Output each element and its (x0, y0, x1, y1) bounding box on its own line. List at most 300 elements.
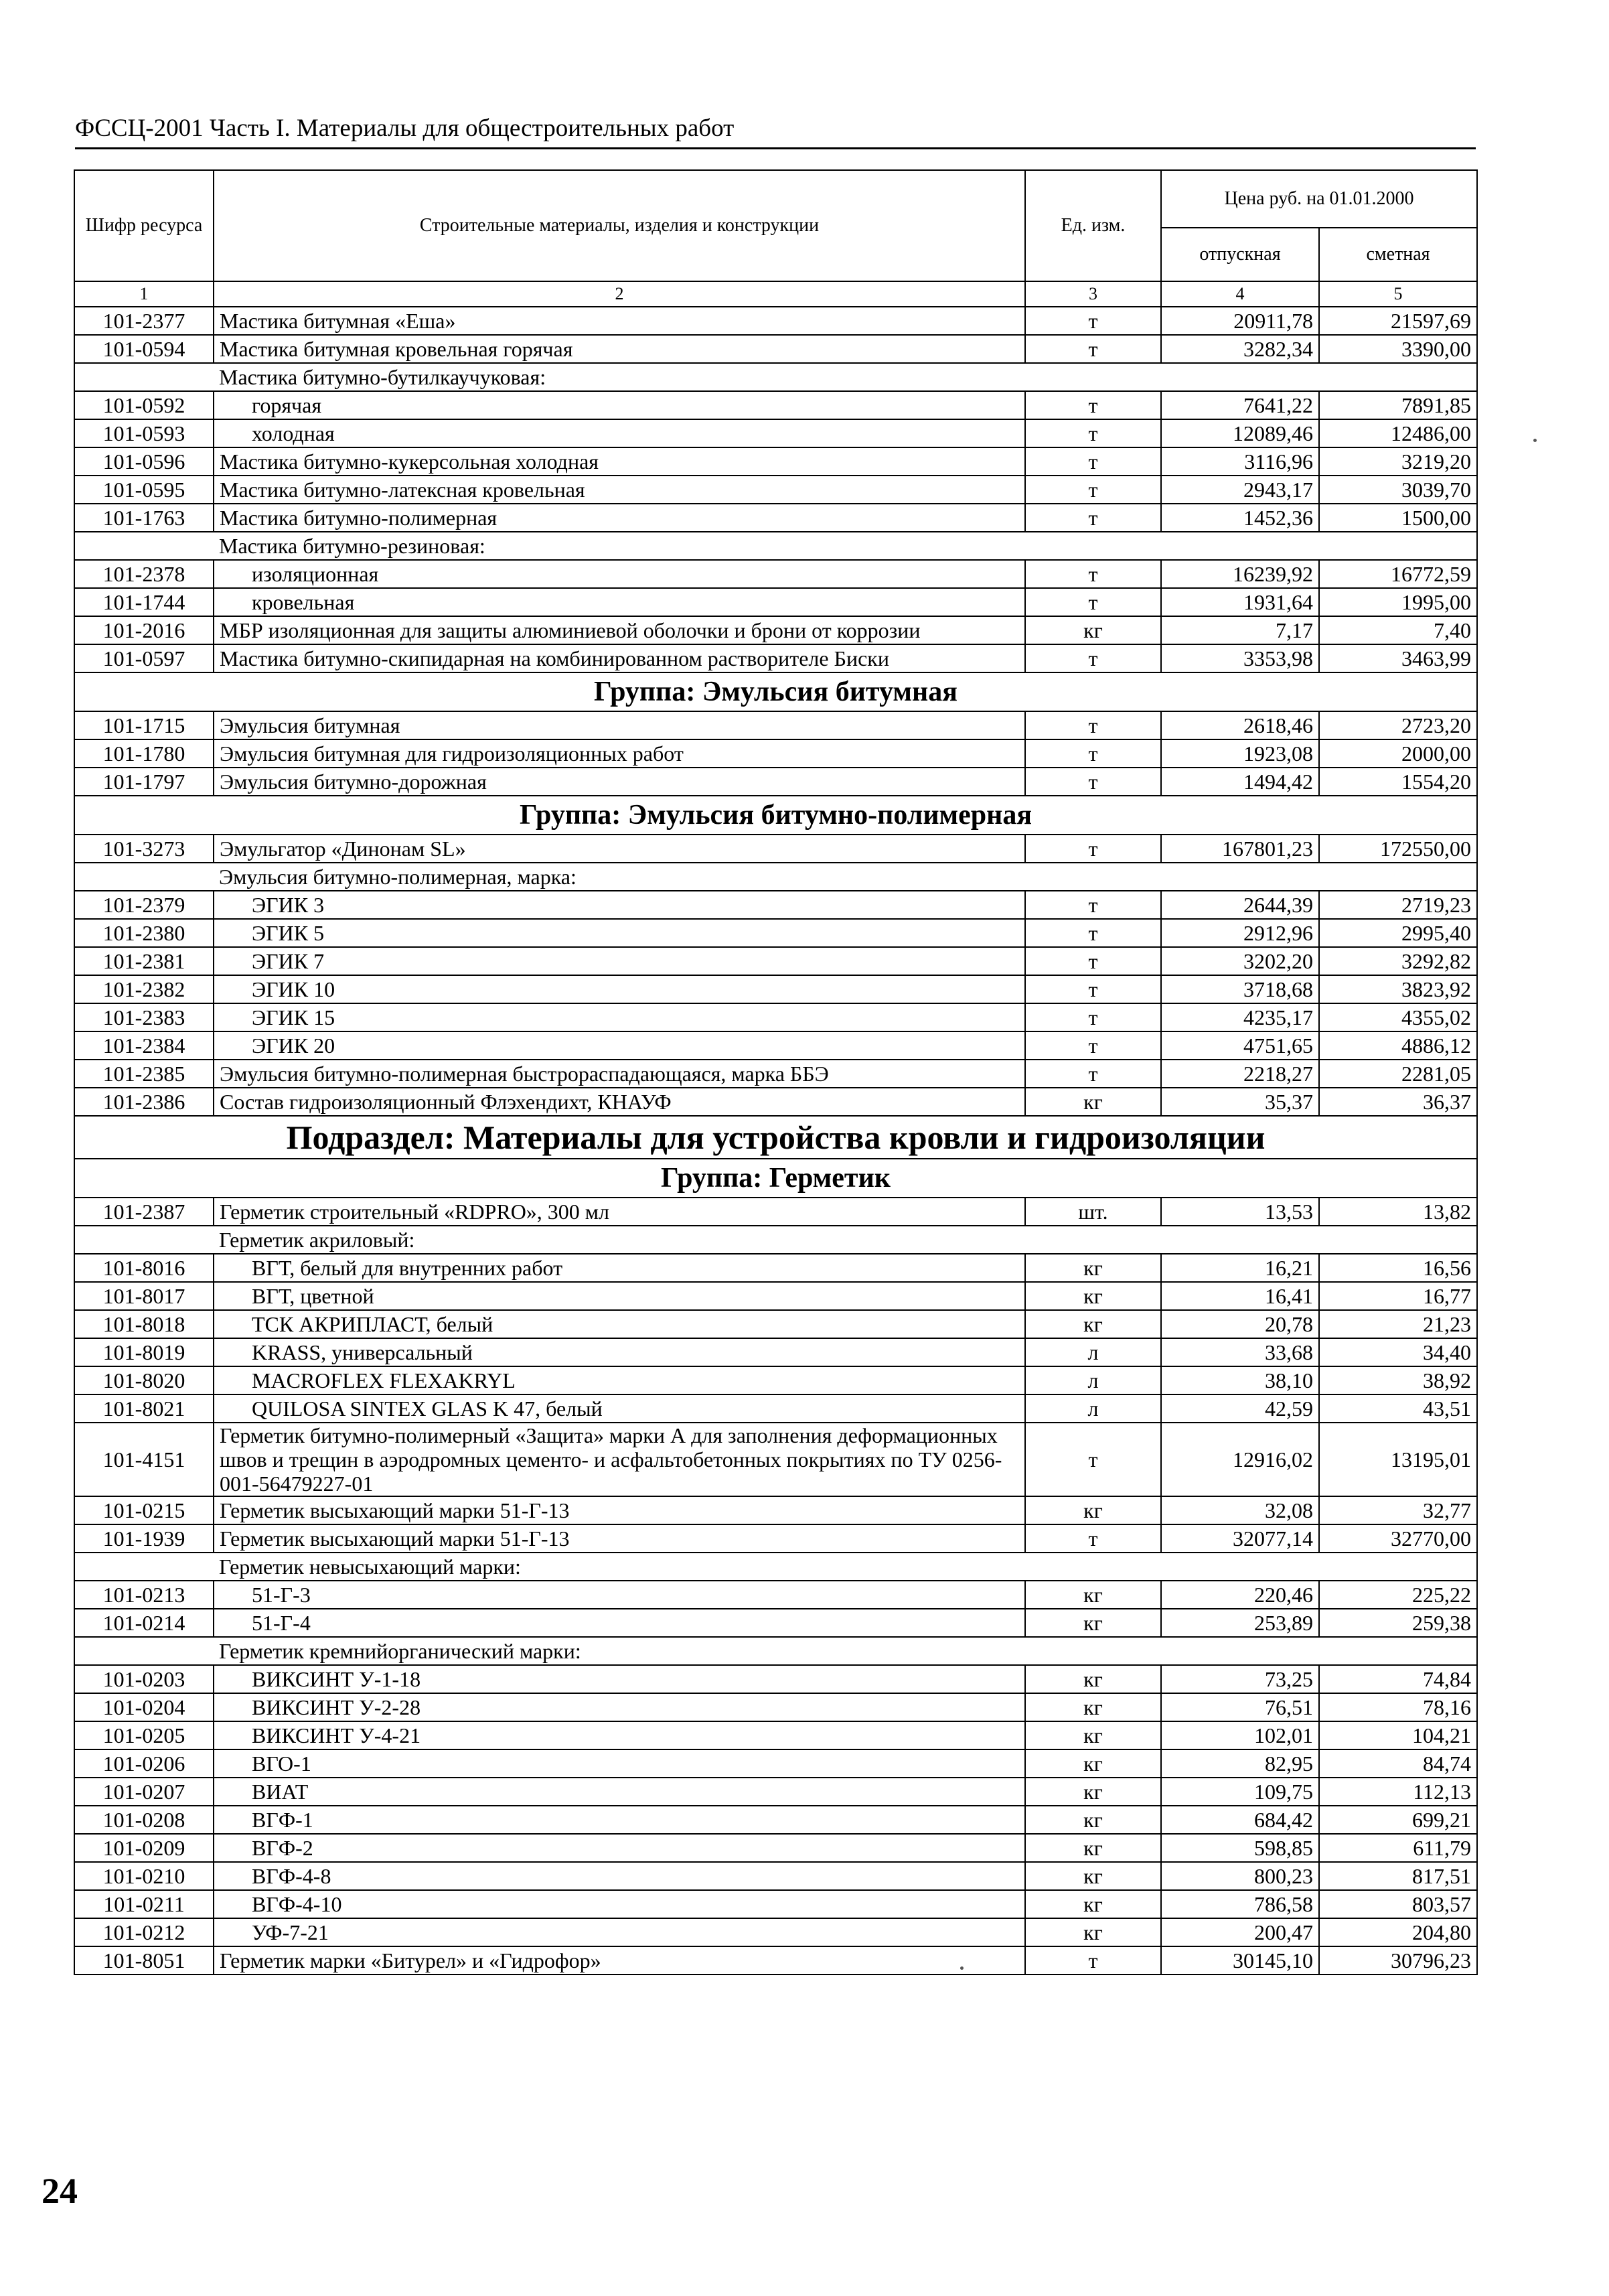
subheading-row (74, 1226, 1477, 1254)
estimate-price: 699,21 (1319, 1806, 1477, 1834)
table-row (74, 1862, 1477, 1890)
unit-of-measure: кг (1025, 1310, 1161, 1338)
resource-code: 101-0596 (74, 447, 214, 476)
resource-code: 101-0594 (74, 335, 214, 363)
material-name: Мастика битумная «Еша» (214, 307, 1025, 335)
unit-of-measure: кг (1025, 1806, 1161, 1834)
unit-of-measure: т (1025, 307, 1161, 335)
table-row (74, 1254, 1477, 1282)
material-name: Герметик высыхающий марки 51-Г-13 (214, 1524, 1025, 1553)
material-name: Герметик высыхающий марки 51-Г-13 (214, 1496, 1025, 1524)
material-name: кровельная (214, 588, 1025, 616)
estimate-price: 7,40 (1319, 616, 1477, 644)
table-row (74, 1609, 1477, 1637)
resource-code: 101-0212 (74, 1918, 214, 1946)
table-row (74, 1060, 1477, 1088)
table-row (74, 1778, 1477, 1806)
header-price: Цена руб. на 01.01.2000 (1161, 170, 1477, 228)
material-name: ВГФ-4-8 (214, 1862, 1025, 1890)
release-price: 4235,17 (1161, 1003, 1319, 1031)
resource-code: 101-8016 (74, 1254, 214, 1282)
material-name: ЭГИК 3 (214, 891, 1025, 919)
release-price: 35,37 (1161, 1088, 1319, 1116)
estimate-price: 112,13 (1319, 1778, 1477, 1806)
header-name: Строительные материалы, изделия и конструкции (214, 170, 1025, 281)
unit-of-measure: л (1025, 1338, 1161, 1366)
material-name: ВГТ, цветной (214, 1282, 1025, 1310)
estimate-price: 16,77 (1319, 1282, 1477, 1310)
material-name: ВГФ-4-10 (214, 1890, 1025, 1918)
estimate-price: 1995,00 (1319, 588, 1477, 616)
estimate-price: 78,16 (1319, 1693, 1477, 1721)
material-name: Герметик строительный «RDPRO», 300 мл (214, 1198, 1025, 1226)
release-price: 2912,96 (1161, 919, 1319, 947)
release-price: 32,08 (1161, 1496, 1319, 1524)
table-row (74, 947, 1477, 975)
unit-of-measure: т (1025, 504, 1161, 532)
material-name: 51-Г-4 (214, 1609, 1025, 1637)
release-price: 82,95 (1161, 1749, 1319, 1778)
subheading-text: Герметик кремнийорганический марки: (214, 1637, 1477, 1665)
table-row (74, 1721, 1477, 1749)
table-row (74, 739, 1477, 768)
unit-of-measure: кг (1025, 1834, 1161, 1862)
estimate-price: 225,22 (1319, 1581, 1477, 1609)
table-row (74, 1282, 1477, 1310)
table-row (74, 391, 1477, 419)
release-price: 1931,64 (1161, 588, 1319, 616)
material-name: УФ-7-21 (214, 1918, 1025, 1946)
material-name: ЭГИК 5 (214, 919, 1025, 947)
release-price: 2218,27 (1161, 1060, 1319, 1088)
release-price: 598,85 (1161, 1834, 1319, 1862)
table-row (74, 1806, 1477, 1834)
estimate-price: 2719,23 (1319, 891, 1477, 919)
estimate-price: 2723,20 (1319, 711, 1477, 739)
column-number: 1 (74, 281, 214, 307)
subheading-row (74, 1553, 1477, 1581)
material-name: ВГФ-1 (214, 1806, 1025, 1834)
material-name: ВИКСИНТ У-1-18 (214, 1665, 1025, 1693)
estimate-price: 803,57 (1319, 1890, 1477, 1918)
resource-code: 101-0210 (74, 1862, 214, 1890)
unit-of-measure: т (1025, 419, 1161, 447)
unit-of-measure: кг (1025, 1862, 1161, 1890)
header-estimate-price: сметная (1319, 228, 1477, 281)
unit-of-measure: кг (1025, 1693, 1161, 1721)
subheading-text: Герметик акриловый: (214, 1226, 1477, 1254)
estimate-price: 172550,00 (1319, 835, 1477, 863)
release-price: 253,89 (1161, 1609, 1319, 1637)
resource-code: 101-2381 (74, 947, 214, 975)
column-numbers-row (74, 281, 1477, 307)
table-row (74, 1496, 1477, 1524)
release-price: 3202,20 (1161, 947, 1319, 975)
release-price: 167801,23 (1161, 835, 1319, 863)
release-price: 3718,68 (1161, 975, 1319, 1003)
unit-of-measure: л (1025, 1394, 1161, 1423)
estimate-price: 3390,00 (1319, 335, 1477, 363)
resource-code: 101-2387 (74, 1198, 214, 1226)
material-name: Эмульсия битумно-дорожная (214, 768, 1025, 796)
unit-of-measure: кг (1025, 1496, 1161, 1524)
scan-speck (960, 1966, 964, 1970)
material-name: Герметик битумно-полимерный «Защита» марки А для заполнения деформационных швов и трещин в аэродромных цементо- и асфальтобетонных покрытиях по ТУ 0256-001-56479227-01 (214, 1423, 1025, 1496)
scan-speck (1533, 439, 1537, 442)
release-price: 42,59 (1161, 1394, 1319, 1423)
resource-code: 101-0206 (74, 1749, 214, 1778)
estimate-price: 4886,12 (1319, 1031, 1477, 1060)
release-price: 16,41 (1161, 1282, 1319, 1310)
resource-code: 101-0597 (74, 644, 214, 672)
table-row (74, 1665, 1477, 1693)
table-row (74, 1031, 1477, 1060)
material-name: ВИАТ (214, 1778, 1025, 1806)
unit-of-measure: т (1025, 975, 1161, 1003)
material-name: Эмульсия битумная для гидроизоляционных работ (214, 739, 1025, 768)
material-name: KRASS, универсальный (214, 1338, 1025, 1366)
release-price: 16,21 (1161, 1254, 1319, 1282)
unit-of-measure: кг (1025, 1749, 1161, 1778)
subheading-row (74, 532, 1477, 560)
material-name: Мастика битумно-скипидарная на комбинированном растворителе Биски (214, 644, 1025, 672)
material-name: изоляционная (214, 560, 1025, 588)
resource-code: 101-2383 (74, 1003, 214, 1031)
material-name: ВИКСИНТ У-4-21 (214, 1721, 1025, 1749)
material-name: ЭГИК 7 (214, 947, 1025, 975)
unit-of-measure: т (1025, 644, 1161, 672)
material-name: ВГТ, белый для внутренних работ (214, 1254, 1025, 1282)
table-row (74, 1198, 1477, 1226)
table-row (74, 1890, 1477, 1918)
material-name: Мастика битумно-кукерсольная холодная (214, 447, 1025, 476)
unit-of-measure: т (1025, 1003, 1161, 1031)
table-row (74, 1423, 1477, 1496)
table-row (74, 504, 1477, 532)
column-number: 4 (1161, 281, 1319, 307)
subheading-text: Мастика битумно-бутилкаучуковая: (214, 363, 1477, 391)
unit-of-measure: т (1025, 739, 1161, 768)
table-row (74, 447, 1477, 476)
unit-of-measure: т (1025, 835, 1161, 863)
estimate-price: 7891,85 (1319, 391, 1477, 419)
group-title: Группа: Эмульсия битумная (74, 672, 1477, 711)
table-row (74, 644, 1477, 672)
table-row (74, 1693, 1477, 1721)
table-row (74, 768, 1477, 796)
unit-of-measure: т (1025, 447, 1161, 476)
material-name: ВИКСИНТ У-2-28 (214, 1693, 1025, 1721)
unit-of-measure: кг (1025, 1088, 1161, 1116)
release-price: 800,23 (1161, 1862, 1319, 1890)
unit-of-measure: т (1025, 560, 1161, 588)
resource-code: 101-8019 (74, 1338, 214, 1366)
material-name: Эмульгатор «Динонам SL» (214, 835, 1025, 863)
price-table (74, 169, 1478, 1975)
estimate-price: 13195,01 (1319, 1423, 1477, 1496)
estimate-price: 16772,59 (1319, 560, 1477, 588)
unit-of-measure: шт. (1025, 1198, 1161, 1226)
material-name: Мастика битумно-латексная кровельная (214, 476, 1025, 504)
release-price: 12089,46 (1161, 419, 1319, 447)
table-row (74, 1918, 1477, 1946)
release-price: 12916,02 (1161, 1423, 1319, 1496)
material-name: ЭГИК 10 (214, 975, 1025, 1003)
estimate-price: 2995,40 (1319, 919, 1477, 947)
material-name: Герметик марки «Битурел» и «Гидрофор» (214, 1946, 1025, 1975)
material-name: ТСК АКРИПЛАСТ, белый (214, 1310, 1025, 1338)
estimate-price: 2281,05 (1319, 1060, 1477, 1088)
resource-code: 101-2378 (74, 560, 214, 588)
group-heading-row (74, 1159, 1477, 1198)
group-heading-row (74, 672, 1477, 711)
material-name: ВГО-1 (214, 1749, 1025, 1778)
unit-of-measure: т (1025, 476, 1161, 504)
resource-code: 101-8017 (74, 1282, 214, 1310)
release-price: 1923,08 (1161, 739, 1319, 768)
table-header-row-1 (74, 170, 1477, 228)
table-row (74, 307, 1477, 335)
resource-code: 101-1780 (74, 739, 214, 768)
table-row (74, 1394, 1477, 1423)
resource-code: 101-0208 (74, 1806, 214, 1834)
table-row (74, 1581, 1477, 1609)
estimate-price: 21,23 (1319, 1310, 1477, 1338)
unit-of-measure: кг (1025, 1665, 1161, 1693)
resource-code: 101-2386 (74, 1088, 214, 1116)
table-row (74, 1338, 1477, 1366)
table-row (74, 1749, 1477, 1778)
release-price: 684,42 (1161, 1806, 1319, 1834)
estimate-price: 1554,20 (1319, 768, 1477, 796)
resource-code: 101-2382 (74, 975, 214, 1003)
resource-code: 101-8051 (74, 1946, 214, 1975)
table-row (74, 335, 1477, 363)
empty-code-cell (74, 532, 214, 560)
material-name: холодная (214, 419, 1025, 447)
resource-code: 101-0592 (74, 391, 214, 419)
resource-code: 101-1744 (74, 588, 214, 616)
empty-code-cell (74, 1553, 214, 1581)
unit-of-measure: т (1025, 391, 1161, 419)
estimate-price: 74,84 (1319, 1665, 1477, 1693)
estimate-price: 4355,02 (1319, 1003, 1477, 1031)
material-name: Эмульсия битумно-полимерная быстрораспадающаяся, марка ББЭ (214, 1060, 1025, 1088)
resource-code: 101-0213 (74, 1581, 214, 1609)
release-price: 73,25 (1161, 1665, 1319, 1693)
resource-code: 101-8018 (74, 1310, 214, 1338)
estimate-price: 34,40 (1319, 1338, 1477, 1366)
subheading-row (74, 363, 1477, 391)
release-price: 200,47 (1161, 1918, 1319, 1946)
material-name: Эмульсия битумная (214, 711, 1025, 739)
unit-of-measure: т (1025, 711, 1161, 739)
release-price: 38,10 (1161, 1366, 1319, 1394)
release-price: 4751,65 (1161, 1031, 1319, 1060)
table-row (74, 588, 1477, 616)
resource-code: 101-1797 (74, 768, 214, 796)
material-name: ЭГИК 20 (214, 1031, 1025, 1060)
estimate-price: 38,92 (1319, 1366, 1477, 1394)
estimate-price: 43,51 (1319, 1394, 1477, 1423)
release-price: 76,51 (1161, 1693, 1319, 1721)
material-name: MACROFLEX FLEXAKRYL (214, 1366, 1025, 1394)
empty-code-cell (74, 1637, 214, 1665)
table-row (74, 1366, 1477, 1394)
empty-code-cell (74, 1226, 214, 1254)
unit-of-measure: т (1025, 335, 1161, 363)
release-price: 7,17 (1161, 616, 1319, 644)
release-price: 30145,10 (1161, 1946, 1319, 1975)
unit-of-measure: т (1025, 768, 1161, 796)
unit-of-measure: т (1025, 1060, 1161, 1088)
unit-of-measure: кг (1025, 1890, 1161, 1918)
material-name: QUILOSA SINTEX GLAS K 47, белый (214, 1394, 1025, 1423)
empty-code-cell (74, 363, 214, 391)
release-price: 3116,96 (1161, 447, 1319, 476)
estimate-price: 32,77 (1319, 1496, 1477, 1524)
unit-of-measure: л (1025, 1366, 1161, 1394)
estimate-price: 3292,82 (1319, 947, 1477, 975)
material-name: горячая (214, 391, 1025, 419)
estimate-price: 3463,99 (1319, 644, 1477, 672)
subheading-text: Мастика битумно-резиновая: (214, 532, 1477, 560)
resource-code: 101-0203 (74, 1665, 214, 1693)
section-heading-row (74, 1116, 1477, 1159)
release-price: 786,58 (1161, 1890, 1319, 1918)
estimate-price: 30796,23 (1319, 1946, 1477, 1975)
unit-of-measure: т (1025, 1031, 1161, 1060)
estimate-price: 3219,20 (1319, 447, 1477, 476)
material-name: ВГФ-2 (214, 1834, 1025, 1862)
release-price: 3282,34 (1161, 335, 1319, 363)
table-row (74, 919, 1477, 947)
estimate-price: 3823,92 (1319, 975, 1477, 1003)
table-row (74, 1524, 1477, 1553)
estimate-price: 84,74 (1319, 1749, 1477, 1778)
release-price: 1452,36 (1161, 504, 1319, 532)
release-price: 16239,92 (1161, 560, 1319, 588)
unit-of-measure: т (1025, 1423, 1161, 1496)
material-name: 51-Г-3 (214, 1581, 1025, 1609)
release-price: 7641,22 (1161, 391, 1319, 419)
group-title: Группа: Герметик (74, 1159, 1477, 1198)
estimate-price: 36,37 (1319, 1088, 1477, 1116)
table-row (74, 476, 1477, 504)
resource-code: 101-0209 (74, 1834, 214, 1862)
unit-of-measure: кг (1025, 616, 1161, 644)
unit-of-measure: т (1025, 588, 1161, 616)
release-price: 2644,39 (1161, 891, 1319, 919)
group-heading-row (74, 796, 1477, 835)
unit-of-measure: т (1025, 1946, 1161, 1975)
estimate-price: 13,82 (1319, 1198, 1477, 1226)
release-price: 109,75 (1161, 1778, 1319, 1806)
resource-code: 101-0595 (74, 476, 214, 504)
release-price: 1494,42 (1161, 768, 1319, 796)
release-price: 102,01 (1161, 1721, 1319, 1749)
estimate-price: 21597,69 (1319, 307, 1477, 335)
running-head-text: ФССЦ-2001 Часть I. Материалы для общестроительных работ (75, 115, 735, 142)
unit-of-measure: т (1025, 919, 1161, 947)
material-name: Состав гидроизоляционный Флэхендихт, КНАУФ (214, 1088, 1025, 1116)
subheading-text: Эмульсия битумно-полимерная, марка: (214, 863, 1477, 891)
unit-of-measure: кг (1025, 1581, 1161, 1609)
release-price: 2618,46 (1161, 711, 1319, 739)
section-title: Подраздел: Материалы для устройства кровли и гидроизоляции (74, 1116, 1477, 1159)
subheading-row (74, 863, 1477, 891)
column-number: 5 (1319, 281, 1477, 307)
unit-of-measure: кг (1025, 1254, 1161, 1282)
unit-of-measure: т (1025, 891, 1161, 919)
unit-of-measure: кг (1025, 1918, 1161, 1946)
release-price: 220,46 (1161, 1581, 1319, 1609)
material-name: ЭГИК 15 (214, 1003, 1025, 1031)
estimate-price: 3039,70 (1319, 476, 1477, 504)
estimate-price: 12486,00 (1319, 419, 1477, 447)
column-number: 2 (214, 281, 1025, 307)
resource-code: 101-3273 (74, 835, 214, 863)
table-row (74, 891, 1477, 919)
release-price: 20,78 (1161, 1310, 1319, 1338)
resource-code: 101-1715 (74, 711, 214, 739)
estimate-price: 104,21 (1319, 1721, 1477, 1749)
release-price: 20911,78 (1161, 307, 1319, 335)
resource-code: 101-0211 (74, 1890, 214, 1918)
header-release-price: отпускная (1161, 228, 1319, 281)
release-price: 33,68 (1161, 1338, 1319, 1366)
release-price: 32077,14 (1161, 1524, 1319, 1553)
table-row (74, 616, 1477, 644)
table-row (74, 711, 1477, 739)
resource-code: 101-2379 (74, 891, 214, 919)
estimate-price: 817,51 (1319, 1862, 1477, 1890)
resource-code: 101-0204 (74, 1693, 214, 1721)
resource-code: 101-2377 (74, 307, 214, 335)
resource-code: 101-0215 (74, 1496, 214, 1524)
material-name: Мастика битумно-полимерная (214, 504, 1025, 532)
resource-code: 101-8021 (74, 1394, 214, 1423)
resource-code: 101-2016 (74, 616, 214, 644)
release-price: 13,53 (1161, 1198, 1319, 1226)
material-name: Мастика битумная кровельная горячая (214, 335, 1025, 363)
resource-code: 101-0207 (74, 1778, 214, 1806)
unit-of-measure: т (1025, 1524, 1161, 1553)
table-row (74, 975, 1477, 1003)
table-row (74, 835, 1477, 863)
empty-code-cell (74, 863, 214, 891)
unit-of-measure: кг (1025, 1282, 1161, 1310)
subheading-row (74, 1637, 1477, 1665)
page-number: 24 (42, 2171, 78, 2211)
estimate-price: 32770,00 (1319, 1524, 1477, 1553)
group-title: Группа: Эмульсия битумно-полимерная (74, 796, 1477, 835)
estimate-price: 204,80 (1319, 1918, 1477, 1946)
unit-of-measure: т (1025, 947, 1161, 975)
table-row (74, 1310, 1477, 1338)
resource-code: 101-2385 (74, 1060, 214, 1088)
resource-code: 101-1939 (74, 1524, 214, 1553)
table-row (74, 419, 1477, 447)
header-unit: Ед. изм. (1025, 170, 1161, 281)
subheading-text: Герметик невысыхающий марки: (214, 1553, 1477, 1581)
unit-of-measure: кг (1025, 1721, 1161, 1749)
table-row (74, 560, 1477, 588)
estimate-price: 2000,00 (1319, 739, 1477, 768)
resource-code: 101-1763 (74, 504, 214, 532)
estimate-price: 259,38 (1319, 1609, 1477, 1637)
header-code: Шифр ресурса (74, 170, 214, 281)
